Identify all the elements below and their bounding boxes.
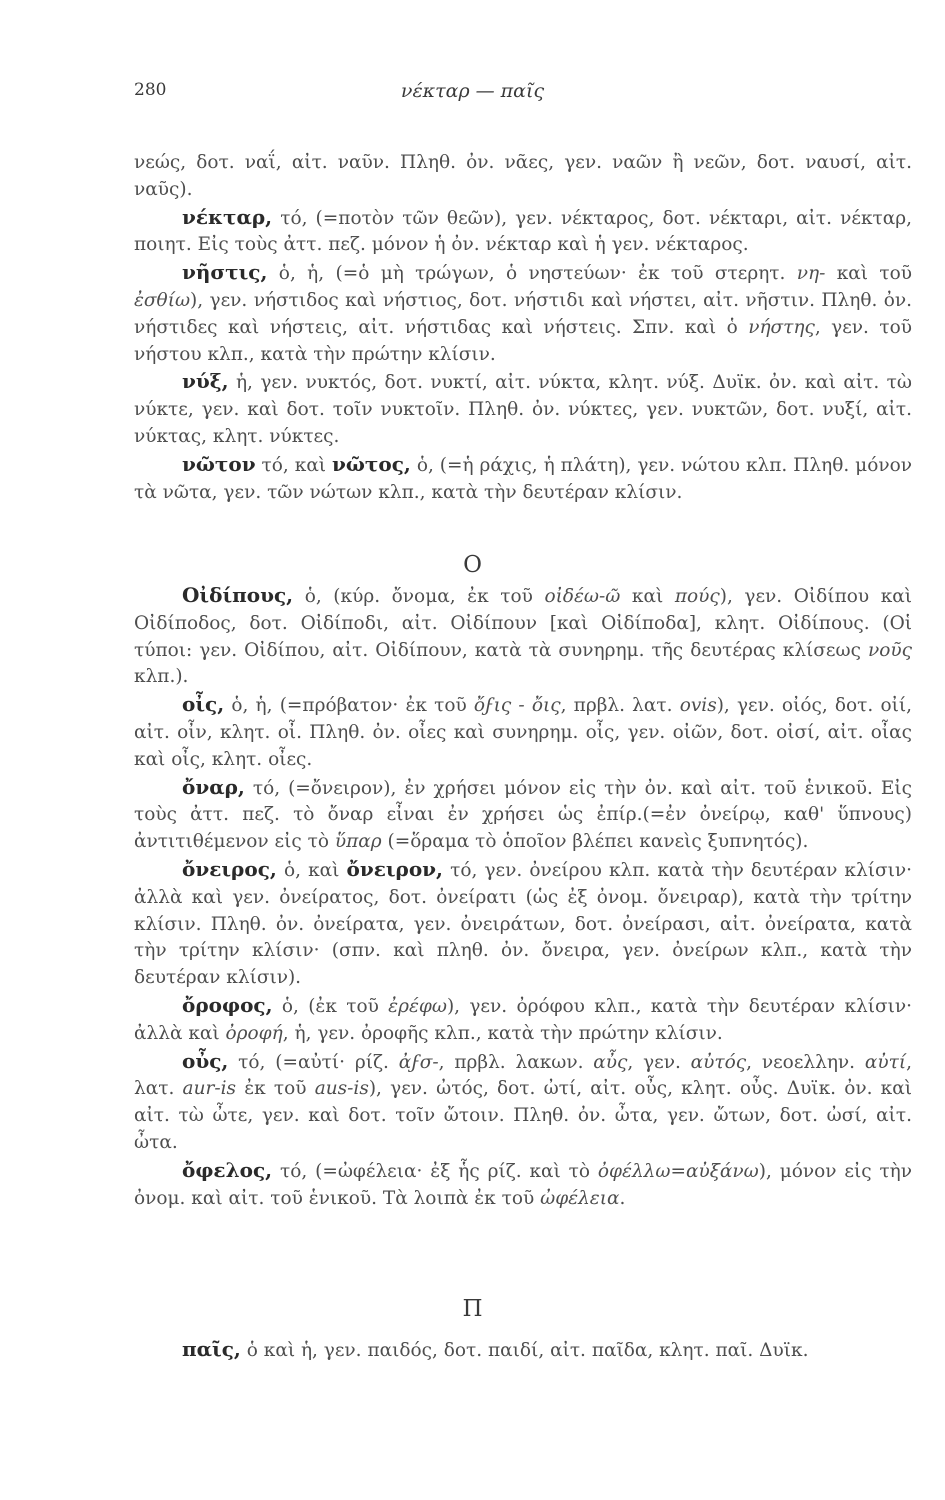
headword: ὄροφος, bbox=[182, 992, 273, 1017]
entry-body: ὁ, ἡ, (=ὁ μὴ τρώγων, ὁ νηστεύων· ἐκ τοῦ στερητ. bbox=[267, 263, 797, 285]
section-letter-o: Ο bbox=[463, 552, 482, 578]
entry-onar bbox=[134, 774, 912, 856]
entry-body: . bbox=[619, 1187, 626, 1209]
entry-body: τό, (=αὐτί· ρίζ. bbox=[228, 1051, 399, 1073]
entry-body: ἐκ τοῦ bbox=[236, 1078, 315, 1100]
entry-body: ὁ, (κύρ. ὄνομα, ἐκ τοῦ bbox=[293, 586, 545, 607]
headword: οὖς, bbox=[182, 1048, 229, 1073]
entry-body: ), γεν. ὠτός, δοτ. ὠτί, αἰτ. οὖς, κλητ. οὖς. Δυϊκ. ὀν. καὶ αἰτ. τὼ ὦτε, γεν. καὶ δοτ. τοῖν ὤτοιν. Πληθ. ὀν. ὦτα, γεν. ὤτων, δοτ. ὠσί, αἰτ. ὦτα. bbox=[134, 1078, 912, 1153]
italic-term: ὕπαρ bbox=[334, 831, 382, 853]
entry-continuation bbox=[134, 150, 912, 204]
entry-body: ), γεν. ὀρόφου κλπ., κατὰ τὴν δευτέραν κλίσιν· ἀλλὰ καὶ bbox=[134, 995, 913, 1044]
entry-ous bbox=[134, 1048, 912, 1157]
headword: ὄνειρον, bbox=[346, 856, 444, 881]
page-number: 280 bbox=[134, 80, 167, 100]
running-title: νέκταρ — παῖς bbox=[400, 80, 545, 102]
italic-term: οἰδέω-ῶ bbox=[544, 586, 621, 607]
entry-body: καὶ τοῦ bbox=[825, 263, 912, 285]
entry-body: ἡ, γεν. νυκτός, δοτ. νυκτί, αἰτ. νύκτα, κλητ. νύξ. Δυϊκ. ὀν. καὶ αἰτ. τὼ νύκτε, γεν. καὶ δοτ. τοῖν νυκτοῖν. Πληθ. ὀν. νύκτες, γεν. νυκτῶν, δοτ. νυξί, αἰτ. νύκτας, κλητ. νύκτες. bbox=[134, 372, 912, 447]
headword: νῶτον bbox=[182, 451, 256, 476]
italic-term: νοῦς bbox=[868, 639, 912, 661]
italic-term: αὖς bbox=[593, 1051, 628, 1073]
entry-nektar bbox=[134, 204, 912, 260]
italic-term: ἐσθίω bbox=[134, 289, 191, 311]
entry-body: , γεν. τοῦ νήστου κλπ., κατὰ τὴν πρώτην κλίσιν. bbox=[134, 316, 912, 365]
headword: νῆστις, bbox=[182, 260, 268, 285]
entry-body: , λατ. bbox=[134, 1051, 912, 1100]
headword: νῶτος, bbox=[332, 451, 411, 476]
entry-oneiros bbox=[134, 856, 912, 992]
headword: ὄφελος, bbox=[182, 1157, 273, 1182]
italic-term: αὐτός bbox=[690, 1051, 747, 1073]
entry-body: , πρβλ. λατ. bbox=[560, 695, 680, 717]
entry-body: ), μόνον εἰς τὴν ὀνομ. καὶ αἰτ. τοῦ ἑνικοῦ. Τὰ λοιπὰ ἐκ τοῦ bbox=[134, 1160, 913, 1209]
italic-term: ἐρέφω bbox=[388, 995, 447, 1017]
headword: νύξ, bbox=[182, 369, 229, 394]
entry-pais bbox=[134, 1336, 912, 1365]
italic-term: ovis bbox=[679, 695, 717, 717]
entry-body: καὶ bbox=[620, 586, 675, 607]
headword: παῖς, bbox=[182, 1337, 241, 1361]
headword: οἶς, bbox=[182, 692, 225, 717]
italic-term: ὀροφή bbox=[225, 1022, 283, 1044]
italic-term: νη- bbox=[796, 263, 826, 285]
entry-body: , νεοελλην. bbox=[746, 1051, 865, 1073]
entry-orofos bbox=[134, 992, 912, 1048]
entry-body: κλπ.). bbox=[134, 666, 189, 688]
entry-body: , ἡ, γεν. ὀροφῆς κλπ., κατὰ τὴν πρώτην κλίσιν. bbox=[282, 1022, 723, 1044]
italic-term: ὄϝις - ὄις bbox=[473, 695, 561, 717]
entry-body: τό, (=ποτὸν τῶν θεῶν), γεν. νέκταρος, δοτ. νέκταρι, αἰτ. νέκταρ, ποιητ. Εἰς τοὺς ἀττ. πεζ. μόνον ἡ ὀν. νέκταρ καὶ ἡ γεν. νέκταρος. bbox=[134, 207, 912, 256]
section-letter-p: Π bbox=[462, 1296, 483, 1322]
entry-body: ὁ, (ἐκ τοῦ bbox=[272, 995, 389, 1017]
entries-block-o bbox=[134, 582, 912, 1212]
entry-body: τό, (=ὄνειρον), ἐν χρήσει μόνον εἰς τὴν ὀν. καὶ αἰτ. τοῦ ἑνικοῦ. Εἰς τοὺς ἀττ. πεζ. τὸ ὄναρ εἶναι ἐν χρήσει ὡς ἐπίρ.(=ἐν ὀνείρῳ, καθ' ὕπνους) ἀντιτιθέμενον εἰς τὸ bbox=[134, 777, 912, 853]
headword: Οἰδίπους, bbox=[182, 583, 294, 607]
headword: ὄναρ, bbox=[182, 774, 245, 799]
headword: ὄνειρος, bbox=[182, 856, 277, 881]
italic-term: aur-is bbox=[182, 1078, 236, 1100]
entry-body: ὁ, καὶ bbox=[276, 859, 347, 881]
italic-term: ὠφέλεια bbox=[540, 1187, 620, 1209]
entries-block-n bbox=[134, 150, 912, 506]
italic-term: νήστης bbox=[748, 316, 815, 338]
headword: νέκταρ, bbox=[182, 204, 273, 229]
entries-block-p bbox=[134, 1336, 912, 1365]
entry-body: ), γεν. οἰός, δοτ. οἰί, αἰτ. οἶν, κλητ. οἶ. Πληθ. ὀν. οἶες καὶ συνηρημ. οἶς, γεν. οἰῶν, δοτ. οἰσί, αἰτ. οἶας καὶ οἶς, κλητ. οἶες. bbox=[134, 695, 912, 770]
entry-ois bbox=[134, 691, 912, 773]
entry-body: , γεν. bbox=[627, 1051, 691, 1073]
entry-body: (=ὅραμα τὸ ὁποῖον βλέπει κανεὶς ξυπνητός). bbox=[381, 831, 809, 853]
entry-body: ὁ, ἡ, (=πρόβατον· ἐκ τοῦ bbox=[224, 695, 474, 717]
italic-term: αὐτί bbox=[864, 1051, 907, 1073]
italic-term: πούς bbox=[674, 586, 720, 607]
entry-noton bbox=[134, 451, 912, 507]
entry-body: ὁ καὶ ἡ, γεν. παιδός, δοτ. παιδί, αἰτ. παῖδα, κλητ. παῖ. Δυϊκ. bbox=[240, 1340, 809, 1361]
entry-nestis bbox=[134, 259, 912, 368]
entry-ofelos bbox=[134, 1157, 912, 1213]
entry-body: τό, (=ὠφέλεια· ἐξ ἧς ρίζ. καὶ τὸ bbox=[272, 1160, 598, 1182]
entry-body: ), γεν. Οἰδίπου καὶ Οἰδίποδος, δοτ. Οἰδίποδι, αἰτ. Οἰδίπουν [καὶ Οἰδίποδα], κλητ. Οἰδίπους. (Οἱ τύποι: γεν. Οἰδίπου, αἰτ. Οἰδίπουν, κατὰ τὰ συνηρημ. τῆς δευτέρας κλίσεως bbox=[134, 586, 913, 661]
entry-body: νεώς, δοτ. ναΐ, αἰτ. ναῦν. Πληθ. ὀν. νᾶες, γεν. ναῶν ἢ νεῶν, δοτ. ναυσί, αἰτ. ναῦς). bbox=[134, 152, 912, 200]
italic-term: aus-is bbox=[314, 1078, 369, 1100]
entry-body: ), γεν. νήστιδος καὶ νήστιος, δοτ. νήστιδι καὶ νήστει, αἰτ. νῆστιν. Πληθ. ὀν. νήστιδες καὶ νήστεις, αἰτ. νήστιδας καὶ νήστεις. Σπν. καὶ ὁ bbox=[134, 289, 912, 338]
entry-body: τό, γεν. ὀνείρου κλπ. κατὰ τὴν δευτέραν κλίσιν· ἀλλὰ καὶ γεν. ὀνείρατος, δοτ. ὀνείρατι (ὡς ἐξ ὀνομ. ὄνειραρ), κατὰ τὴν τρίτην κλίσιν. Πληθ. ὀν. ὀνείρατα, γεν. ὀνειράτων, δοτ. ὀνείρασι, αἰτ. ὀνείρατα, κατὰ τὴν τρίτην κλίσιν· (σπν. καὶ πληθ. ὀν. ὄνειρα, γεν. ὀνείρων κλπ., κατὰ τὴν δευτέραν κλίσιν). bbox=[134, 859, 912, 989]
entry-body: , πρβλ. λακων. bbox=[438, 1051, 594, 1073]
italic-term: ὀφέλλω=αὐξάνω bbox=[597, 1160, 759, 1182]
entry-body: ὁ, (=ἡ ράχις, ἡ πλάτη), γεν. νώτου κλπ. Πληθ. μόνον τὰ νῶτα, γεν. τῶν νώτων κλπ., κατὰ τὴν δευτέραν κλίσιν. bbox=[134, 454, 912, 503]
entry-oidipous bbox=[134, 582, 912, 691]
entry-body: τό, καὶ bbox=[255, 454, 333, 476]
entry-nyx bbox=[134, 368, 912, 450]
italic-term: ἀϝσ- bbox=[398, 1051, 439, 1073]
